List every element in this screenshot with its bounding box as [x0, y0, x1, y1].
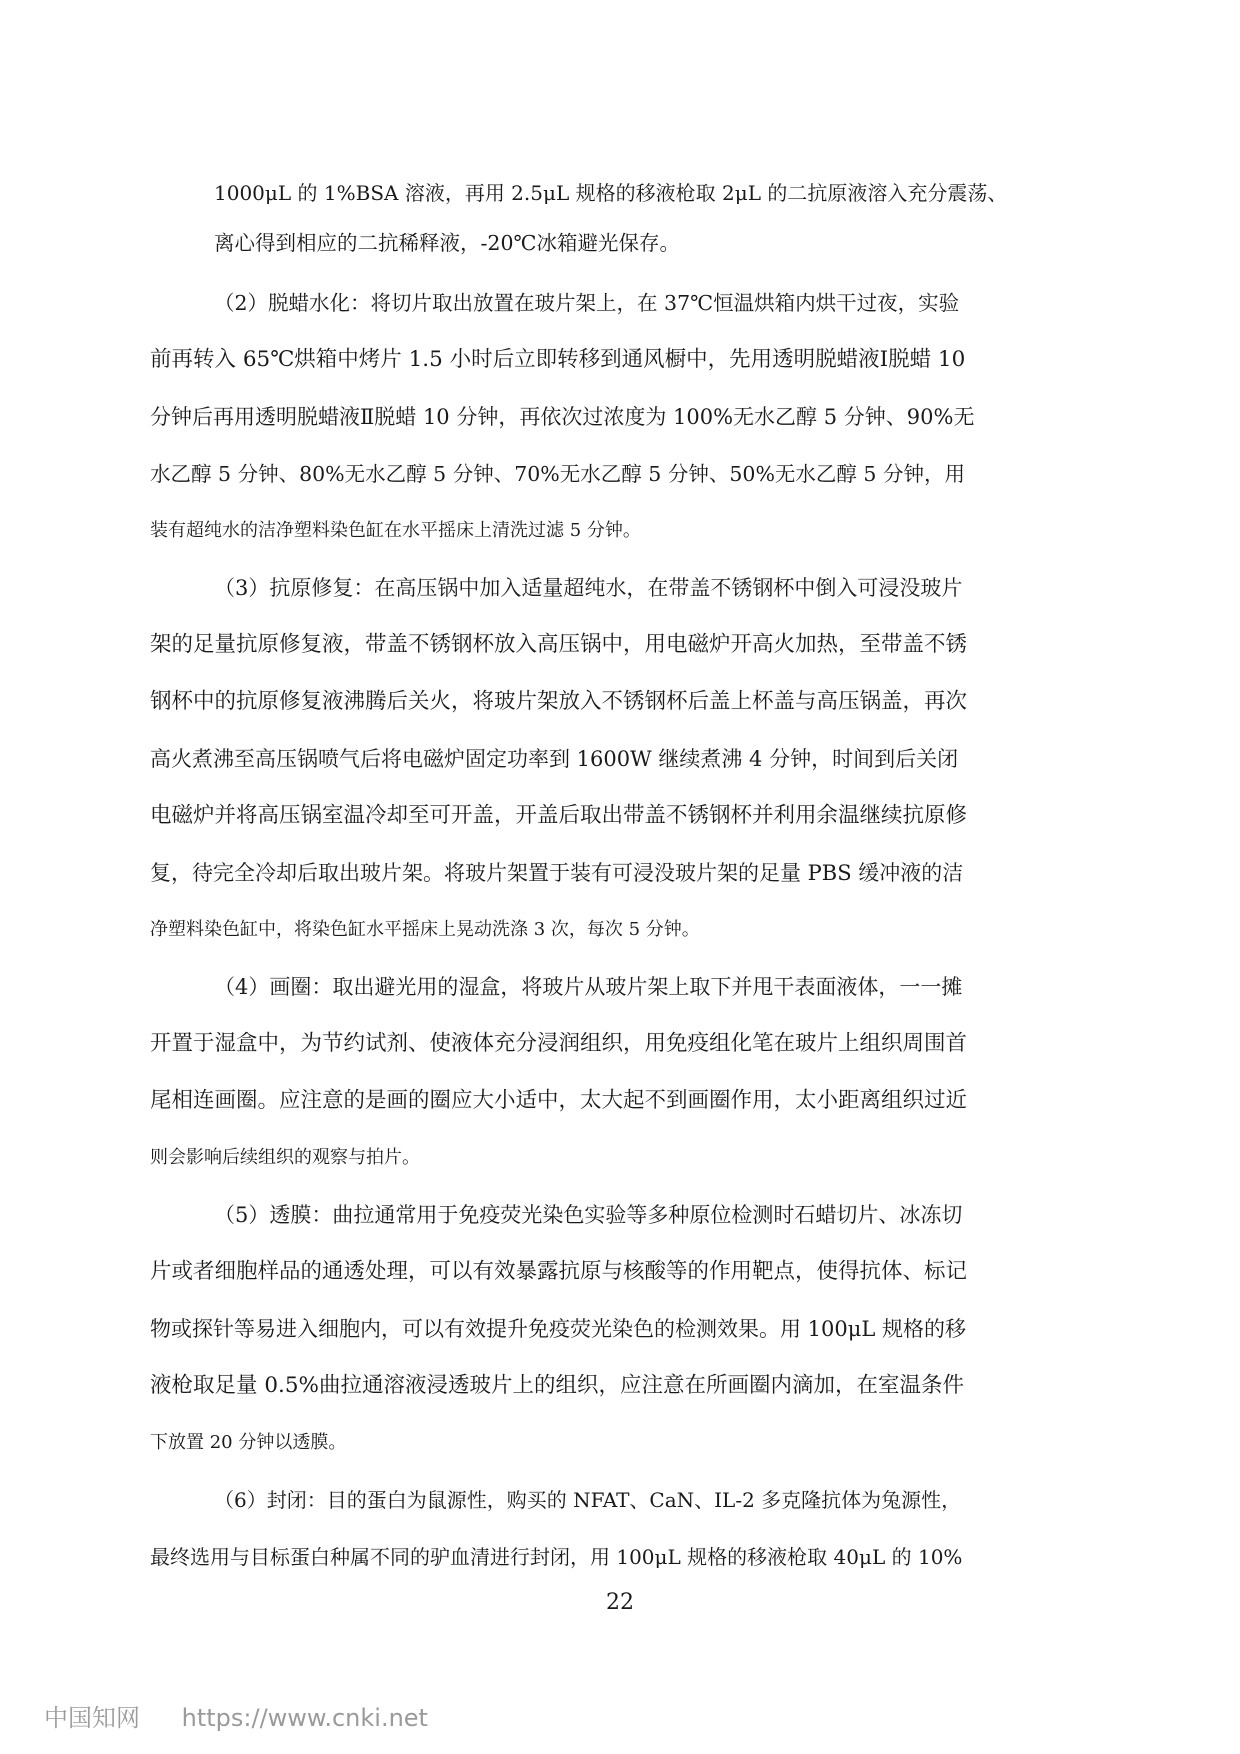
text-line-content: 架的足量抗原修复液，带盖不锈钢杯放入高压锅中，用电磁炉开高火加热，至带盖不锈	[150, 632, 968, 657]
text-line-content: 复，待完全冷却后取出玻片架。将玻片架置于装有可浸没玻片架的足量 PBS 缓冲液的洁	[150, 861, 964, 885]
text-line-content: 电磁炉并将高压锅室温冷却至可开盖，开盖后取出带盖不锈钢杯并利用余温继续抗原修	[150, 803, 968, 828]
text-line-content: （2）脱蜡水化：将切片取出放置在玻片架上，在 37℃恒温烘箱内烘干过夜，实验	[214, 291, 960, 315]
text-line-content: （3）抗原修复：在高压锅中加入适量超纯水，在带盖不锈钢杯中倒入可浸没玻片	[214, 576, 963, 600]
text-line-content: 前再转入 65℃烘箱中烤片 1.5 小时后立即转移到通风橱中，先用透明脱蜡液Ⅰ脱蜡 10	[150, 347, 966, 372]
page-number: 22	[606, 1590, 634, 1615]
text-line-content: 分钟后再用透明脱蜡液Ⅱ脱蜡 10 分钟，再依次过浓度为 100%无水乙醇 5 分钟、90%无	[150, 405, 975, 429]
text-line-content: 片或者细胞样品的通透处理，可以有效暴露抗原与核酸等的作用靶点，使得抗体、标记	[150, 1259, 968, 1284]
footer-site-name: 中国知网	[44, 1704, 140, 1732]
text-line-content: 钢杯中的抗原修复液沸腾后关火，将玻片架放入不锈钢杯后盖上杯盖与高压锅盖，再次	[150, 689, 968, 714]
text-line-content: 装有超纯水的洁净塑料染色缸在水平摇床上清洗过滤 5 分钟。	[150, 520, 641, 541]
text-line-content: 水乙醇 5 分钟、80%无水乙醇 5 分钟、70%无水乙醇 5 分钟、50%无水乙醇 5 分钟，用	[150, 462, 965, 486]
footer-watermark	[44, 1702, 428, 1734]
text-line-content: 净塑料染色缸中，将染色缸水平摇床上晃动洗涤 3 次，每次 5 分钟。	[150, 919, 700, 940]
text-line-content: 1000μL 的 1%BSA 溶液，再用 2.5μL 规格的移液枪取 2μL 的二抗原液溶入充分震荡、	[214, 181, 1008, 205]
text-line-content: 开置于湿盒中，为节约试剂、使液体充分浸润组织，用免疫组化笔在玻片上组织周围首	[150, 1031, 968, 1056]
footer-url[interactable]: https://www.cnki.net	[181, 1704, 428, 1732]
text-line-content: 液枪取足量 0.5%曲拉通溶液浸透玻片上的组织，应注意在所画圈内滴加，在室温条件	[150, 1373, 964, 1398]
text-line-content: 物或探针等易进入细胞内，可以有效提升免疫荧光染色的检测效果。用 100μL 规格的移	[150, 1317, 967, 1341]
text-line-content: （4）画圈：取出避光用的湿盒，将玻片从玻片架上取下并甩干表面液体，一一摊	[214, 975, 963, 999]
text-line-content: （6）封闭：目的蛋白为鼠源性，购买的 NFAT、CaN、IL-2 多克隆抗体为兔源性，	[214, 1488, 962, 1512]
text-line-content: 则会影响后续组织的观察与拍片。	[150, 1147, 420, 1168]
text-line-content: 高火煮沸至高压锅喷气后将电磁炉固定功率到 1600W 继续煮沸 4 分钟，时间到后关闭	[150, 747, 959, 771]
text-line-content: 尾相连画圈。应注意的是画的圈应大小适中，太大起不到画圈作用，太小距离组织过近	[150, 1088, 968, 1113]
text-line-content: 最终选用与目标蛋白种属不同的驴血清进行封闭，用 100μL 规格的移液枪取 40μL 的 10%	[150, 1545, 963, 1569]
text-line-content: 下放置 20 分钟以透膜。	[150, 1432, 347, 1453]
text-line-content: 离心得到相应的二抗稀释液，-20℃冰箱避光保存。	[214, 231, 680, 255]
text-line-content: （5）透膜：曲拉通常用于免疫荧光染色实验等多种原位检测时石蜡切片、冰冻切	[214, 1203, 963, 1227]
